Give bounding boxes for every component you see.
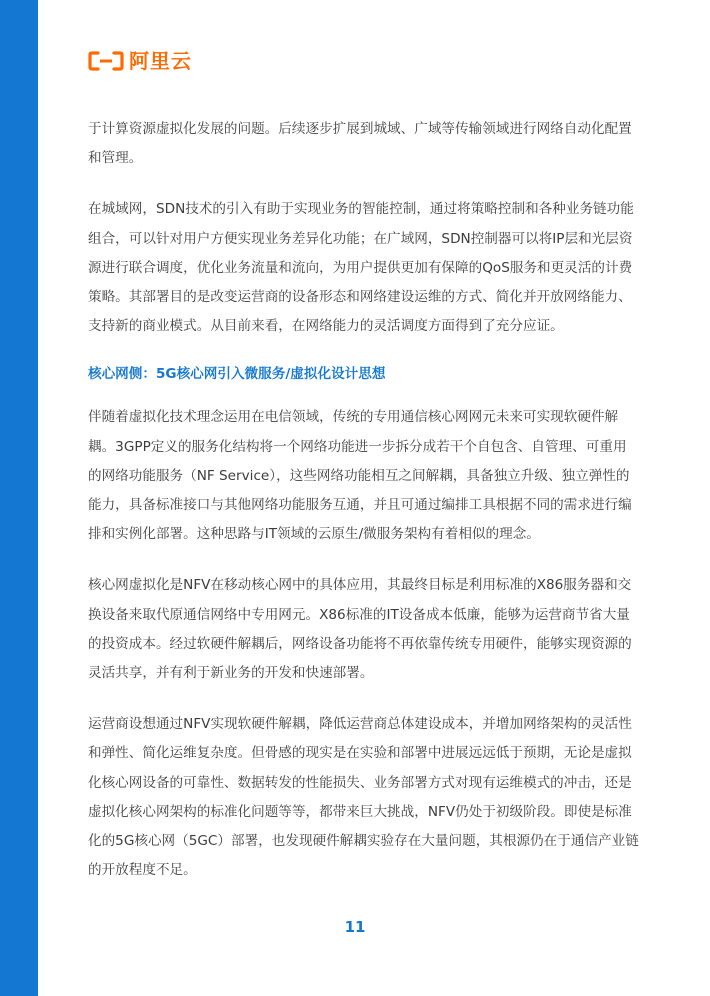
logo-text: 阿里云	[129, 49, 192, 73]
paragraph-1: 于计算资源虚拟化发展的问题。后续逐步扩展到城域、广域等传输领域进行网络自动化配置和管理。	[88, 121, 632, 167]
page-number: 11	[344, 918, 366, 936]
aliyun-logo-icon	[88, 51, 124, 71]
paragraph-4: 核心网虚拟化是NFV在移动核心网中的具体应用，其最终目标是利用标准的X86服务器和交换设备来取代原通信网络中专用网元。X86标准的IT设备成本低廉，能够为运营商节省大量的投资成本。经过软硬件解耦后，网络设备功能将不再依靠传统专用硬件，能够实现资源的灵活共享，并有利于新业务的开发和快速部署。	[88, 577, 632, 682]
paragraph-5: 运营商设想通过NFV实现软硬件解耦，降低运营商总体建设成本，并增加网络架构的灵活性和弹性、简化运维复杂度。但骨感的现实是在实验和部署中进展远远低于预期，无论是虚拟化核心网设备的可靠性、数据转发的性能损失、业务部署方式对现有运维模式的冲击，还是虚拟化核心网架构的标准化问题等等，都带来巨大挑战，NFV仍处于初级阶段。即使是标准化的5G核心网（5GC）部署，也发现硬件解耦实验存在大量问题，其根源仍在于通信产业链的开放程度不足。	[88, 716, 639, 879]
section-heading: 核心网侧：5G核心网引入微服务/虚拟化设计思想	[88, 366, 386, 383]
paragraph-3: 伴随着虚拟化技术理念运用在电信领域，传统的专用通信核心网网元未来可实现软硬件解耦。3GPP定义的服务化结构将一个网络功能进一步拆分成若干个自包含、自管理、可重用的网络功能服务（NF Service），这些网络功能相互之间解耦，具备独立升级、独立弹性的能力，具备标准接口与其他网络功能服务互通，并且可通过编排工具根据不同的需求进行编排和实例化部署。这种思路与IT领域的云原生/微服务架构有着相似的理念。	[88, 409, 632, 543]
paragraph-2: 在城域网，SDN技术的引入有助于实现业务的智能控制，通过将策略控制和各种业务链功能组合，可以针对用户方便实现业务差异化功能；在广域网，SDN控制器可以将IP层和光层资源进行联合调度，优化业务流量和流向，为用户提供更加有保障的QoS服务和更灵活的计费策略。其部署目的是改变运营商的设备形态和网络建设运维的方式、简化并开放网络能力、支持新的商业模式。从目前来看，在网络能力的灵活调度方面得到了充分应证。	[88, 201, 634, 335]
article-body	[88, 115, 640, 907]
aliyun-logo	[88, 50, 192, 72]
side-color-bar	[0, 0, 38, 996]
